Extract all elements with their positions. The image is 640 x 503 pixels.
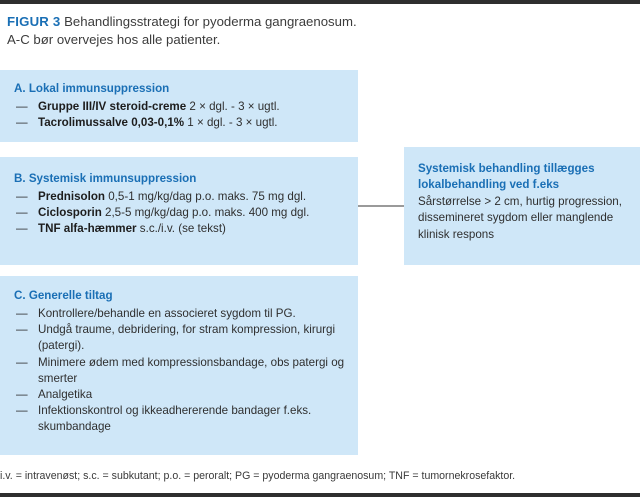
figure-label: FIGUR 3 bbox=[7, 14, 61, 29]
list-item-detail: 2,5-5 mg/kg/dag p.o. maks. 400 mg dgl. bbox=[101, 206, 310, 220]
box-a-item-list bbox=[14, 99, 348, 131]
list-item-term: Gruppe III/IV steroid-creme bbox=[38, 100, 187, 113]
list-item-detail: Undgå traume, debridering, for stram kompression, kirurgi (patergi). bbox=[38, 323, 336, 353]
dash-bullet-icon: — bbox=[16, 206, 28, 220]
list-item-term: Ciclosporin bbox=[38, 206, 102, 220]
list-item bbox=[14, 205, 348, 221]
list-item bbox=[14, 403, 348, 435]
box-c-heading: C. Generelle tiltag bbox=[14, 289, 113, 302]
dash-bullet-icon: — bbox=[16, 222, 28, 236]
list-item bbox=[14, 115, 348, 131]
box-c-item-list bbox=[14, 306, 348, 436]
abbreviation-footnote: i.v. = intravenøst; s.c. = subkutant; p.o. = peroralt; PG = pyoderma gangraenosum; TNF = tumornekrosefaktor. bbox=[0, 470, 516, 482]
list-item-term: TNF alfa-hæmmer bbox=[38, 222, 137, 236]
dash-bullet-icon: — bbox=[16, 355, 28, 369]
list-item bbox=[14, 306, 348, 322]
dash-bullet-icon: — bbox=[16, 116, 28, 130]
side-note-body: Sårstørrelse > 2 cm, hurtig progression, dissemineret sygdom eller manglende klinisk respons bbox=[418, 194, 622, 241]
dash-bullet-icon: — bbox=[16, 307, 28, 320]
box-b-heading: B. Systemisk immunsuppression bbox=[14, 172, 197, 185]
box-a-local-immunosuppression bbox=[0, 70, 358, 142]
list-item-detail: Kontrollere/behandle en associeret sygdom til PG. bbox=[38, 307, 296, 320]
dash-bullet-icon: — bbox=[16, 190, 28, 203]
box-a-heading: A. Lokal immunsuppression bbox=[14, 82, 170, 95]
box-side-note-systemic-indication bbox=[404, 147, 640, 265]
dash-bullet-icon: — bbox=[16, 404, 28, 418]
list-item-term: Tacrolimussalve 0,03-0,1% bbox=[38, 116, 185, 130]
box-b-item-list bbox=[14, 189, 348, 238]
list-item bbox=[14, 387, 348, 403]
figure-caption bbox=[7, 13, 627, 48]
list-item bbox=[14, 221, 348, 237]
top-divider-rule bbox=[0, 0, 640, 4]
side-note-heading-line2: lokalbehandling ved f.eks bbox=[418, 178, 560, 192]
list-item-detail: 0,5-1 mg/kg/dag p.o. maks. 75 mg dgl. bbox=[105, 190, 307, 203]
box-c-general-measures bbox=[0, 276, 358, 455]
figure-caption-line2: A-C bør overvejes hos alle patienter. bbox=[7, 31, 221, 47]
list-item-detail: Minimere ødem med kompressionsbandage, obs patergi og smerter bbox=[38, 355, 345, 385]
dash-bullet-icon: — bbox=[16, 388, 28, 402]
box-b-systemic-immunosuppression bbox=[0, 157, 358, 265]
list-item-detail: Infektionskontrol og ikkeadhererende bandager f.eks. skumbandage bbox=[38, 404, 312, 434]
list-item-detail: 1 × dgl. - 3 × ugtl. bbox=[184, 116, 278, 130]
list-item-detail: 2 × dgl. - 3 × ugtl. bbox=[186, 100, 280, 113]
list-item bbox=[14, 99, 348, 115]
side-note-heading-line1: Systemisk behandling tillægges bbox=[418, 162, 595, 175]
dash-bullet-icon: — bbox=[16, 323, 28, 337]
connector-line-b-to-side-note bbox=[358, 205, 404, 207]
dash-bullet-icon: — bbox=[16, 100, 28, 113]
list-item bbox=[14, 355, 348, 387]
list-item-detail: Analgetika bbox=[38, 388, 93, 402]
figure-caption-line1: Behandlingsstrategi for pyoderma gangraenosum. bbox=[60, 14, 357, 29]
list-item bbox=[14, 322, 348, 354]
list-item-detail: s.c./i.v. (se tekst) bbox=[136, 222, 226, 236]
bottom-divider-rule bbox=[0, 493, 640, 497]
list-item-term: Prednisolon bbox=[38, 190, 105, 203]
list-item bbox=[14, 189, 348, 205]
